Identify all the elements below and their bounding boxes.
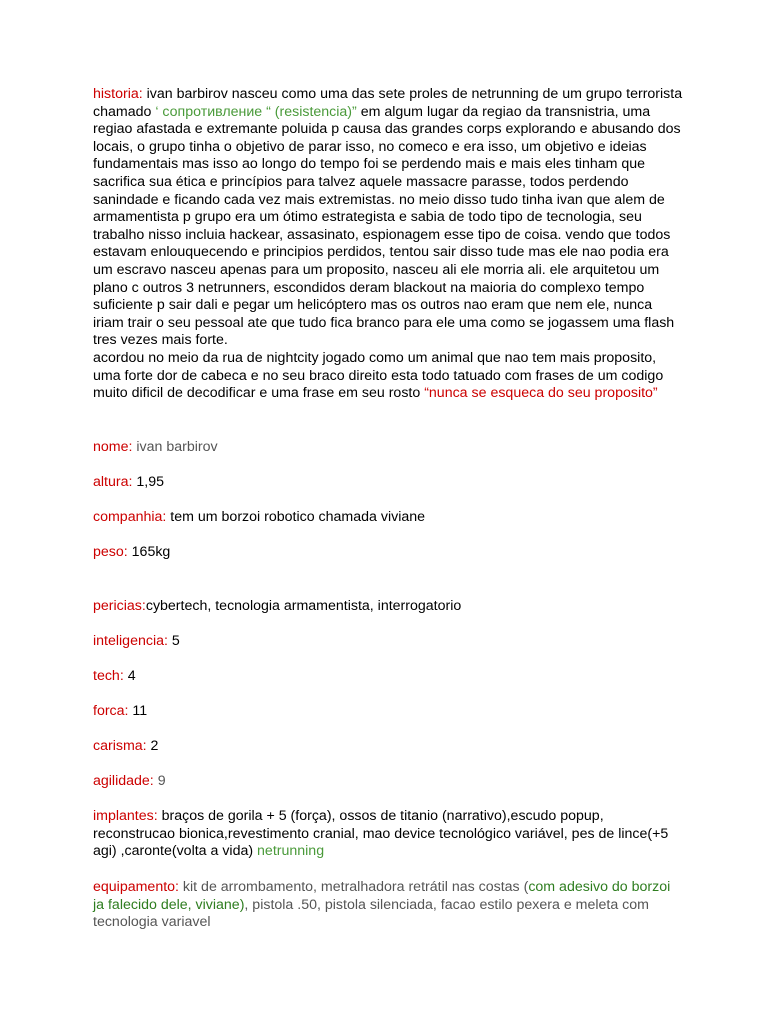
history-label: historia: <box>93 86 143 102</box>
field-value: cybertech, tecnologia armamentista, interrogatorio <box>145 598 462 614</box>
field-peso <box>93 544 683 562</box>
field-tech <box>93 668 683 686</box>
field-label: agilidade: <box>93 773 154 789</box>
field-altura <box>93 474 683 492</box>
field-forca <box>93 703 683 721</box>
group-name: ‘ сопротивление “ (resistencia)” <box>151 103 357 120</box>
field-agilidade <box>93 773 683 791</box>
field-value: tem um borzoi robotico chamada viviane <box>166 509 426 525</box>
field-label: peso: <box>93 544 128 560</box>
field-label: pericias: <box>93 598 146 614</box>
field-value: 2 <box>146 738 159 754</box>
field-label: nome: <box>93 439 133 455</box>
history-paragraph-1 <box>93 86 683 350</box>
field-equipamento <box>93 879 683 932</box>
field-inteligencia <box>93 633 683 651</box>
field-label: companhia: <box>93 509 167 525</box>
field-value: braços de gorila + 5 (força), ossos de titanio (narrativo),escudo popup, reconstrucao bionica,revestimento cranial, mao device tecnológico variável, pes de lince(+5 agi) ,caronte(volta a vida) <box>93 808 669 860</box>
history-text-b: em algum lugar da regiao da transnistria, uma regiao afastada e extremante poluida p causa das grandes corps explorando e abusando dos locais, o grupo tinha o objetivo de parar isso, no comeco e era isso, um objetivo e ideias fundamentais mas isso ao longo do tempo foi se perdendo mais e mais eles tinham que sacrifica sua ética e princípios para talvez aquele massacre parasse, todos perdendo sanindade e ficando cada vez mais extremistas. no meio disso tudo tinha ivan que alem de armamentista p grupo era um ótimo estrategista e sabia de todo tipo de tecnologia, seu trabalho nisso incluia hackear, assasinato, espionagem esse tipo de coisa. vendo que todos estavam enlouquecendo e principios perdidos, tentou sair disso tude mas ele nao podia era um escravo nasceu apenas para um proposito, nasceu ali ele morria ali. ele arquitetou um plano c outros 3 netrunners, escondidos deram blackout na maioria do complexo tempo suficiente p sair dali e pegar um helicóptero mas os outros nao eram que nem ele, nunca iriam trair o seu pessoal ate que tudo fica branco para ele uma como se jogassem uma flash tres vezes mais forte. <box>93 103 681 349</box>
field-value: ivan barbirov <box>132 439 218 455</box>
history-paragraph-2 <box>93 350 683 403</box>
history-text-c: acordou no meio da rua de nightcity jogado como um animal que nao tem mais proposito, uma forte dor de cabeca e no seu braco direito esta todo tatuado com frases de um codigo muito dificil de decodificar e uma frase em seu rosto <box>93 349 664 402</box>
field-label: altura: <box>93 474 133 490</box>
field-companhia <box>93 509 683 527</box>
history-section <box>93 86 683 403</box>
field-label: tech: <box>93 668 124 684</box>
field-value: 1,95 <box>132 474 164 490</box>
field-implantes <box>93 808 683 861</box>
field-tag: netrunning <box>253 843 325 860</box>
face-quote: “nunca se esqueca do seu proposito” <box>420 385 658 402</box>
field-value: 5 <box>167 633 180 649</box>
field-label: carisma: <box>93 738 147 754</box>
field-value: 11 <box>128 703 148 719</box>
field-label: forca: <box>93 703 129 719</box>
field-label: inteligencia: <box>93 633 168 649</box>
field-value: 165kg <box>127 544 171 560</box>
field-label: implantes: <box>93 808 158 824</box>
field-value: 4 <box>123 668 136 684</box>
history-text-a: ivan barbirov nasceu como uma das sete proles de netrunning de um grupo terrorista chamado <box>93 86 683 120</box>
field-value-cont: , pistola .50, pistola silenciada, facao estilo pexera e meleta com tecnologia variavel <box>93 896 649 931</box>
field-carisma <box>93 738 683 756</box>
field-pericias <box>93 598 683 616</box>
field-value: 9 <box>153 773 166 789</box>
field-value: kit de arrombamento, metralhadora retrátil nas costas ( <box>178 879 529 895</box>
field-note: com adesivo do borzoi ja falecido dele, viviane) <box>93 879 671 913</box>
field-label: equipamento: <box>93 879 179 895</box>
field-nome <box>93 439 683 457</box>
